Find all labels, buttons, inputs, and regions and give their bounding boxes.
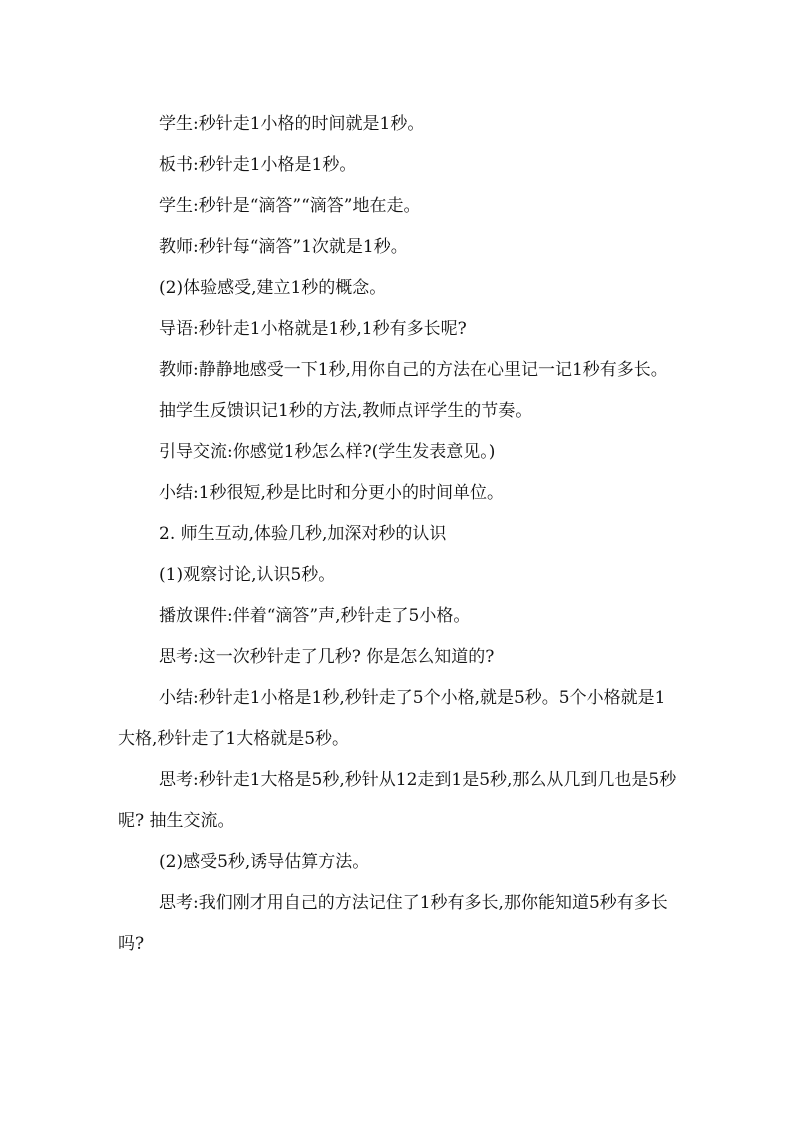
paragraph-section-two-heading: 2. 师生互动,体验几秒,加深对秒的认识 bbox=[159, 524, 447, 544]
paragraph-student-answer: 学生:秒针走1小格的时间就是1秒。 bbox=[159, 114, 425, 134]
paragraph-feedback: 抽学生反馈识记1秒的方法,教师点评学生的节奏。 bbox=[159, 401, 533, 421]
paragraph-student-ticking: 学生:秒针是“滴答”“滴答”地在走。 bbox=[159, 196, 421, 216]
paragraph-guide-question: 导语:秒针走1小格就是1秒,1秒有多长呢? bbox=[159, 319, 467, 339]
paragraph-courseware: 播放课件:伴着“滴答”声,秒针走了5小格。 bbox=[159, 606, 471, 626]
paragraph-teacher-tick: 教师:秒针每“滴答”1次就是1秒。 bbox=[159, 237, 408, 257]
paragraph-board-note: 板书:秒针走1小格是1秒。 bbox=[159, 155, 357, 175]
paragraph-think-estimate: 思考:我们刚才用自己的方法记住了1秒有多长,那你能知道5秒有多长吗? bbox=[118, 893, 668, 954]
paragraph-summary-five-seconds: 小结:秒针走1小格是1秒,秒针走了5个小格,就是5秒。5个小格就是1大格,秒针走了1大格就是5秒。 bbox=[118, 688, 666, 749]
paragraph-think-twelve-to-one: 思考:秒针走1大格是5秒,秒针从12走到1是5秒,那么从几到几也是5秒呢? 抽生交流。 bbox=[118, 770, 677, 831]
paragraph-think-question: 思考:这一次秒针走了几秒? 你是怎么知道的? bbox=[159, 647, 495, 667]
paragraph-observe-heading: (1)观察讨论,认识5秒。 bbox=[159, 565, 336, 585]
paragraph-discussion: 引导交流:你感觉1秒怎么样?(学生发表意见。) bbox=[159, 442, 496, 462]
paragraph-feel-five-seconds: (2)感受5秒,诱导估算方法。 bbox=[159, 852, 370, 872]
paragraph-experience-heading: (2)体验感受,建立1秒的概念。 bbox=[159, 278, 387, 298]
document-body bbox=[118, 104, 678, 965]
paragraph-summary-one-second: 小结:1秒很短,秒是比时和分更小的时间单位。 bbox=[159, 483, 504, 503]
paragraph-teacher-feel: 教师:静静地感受一下1秒,用你自己的方法在心里记一记1秒有多长。 bbox=[159, 360, 668, 380]
